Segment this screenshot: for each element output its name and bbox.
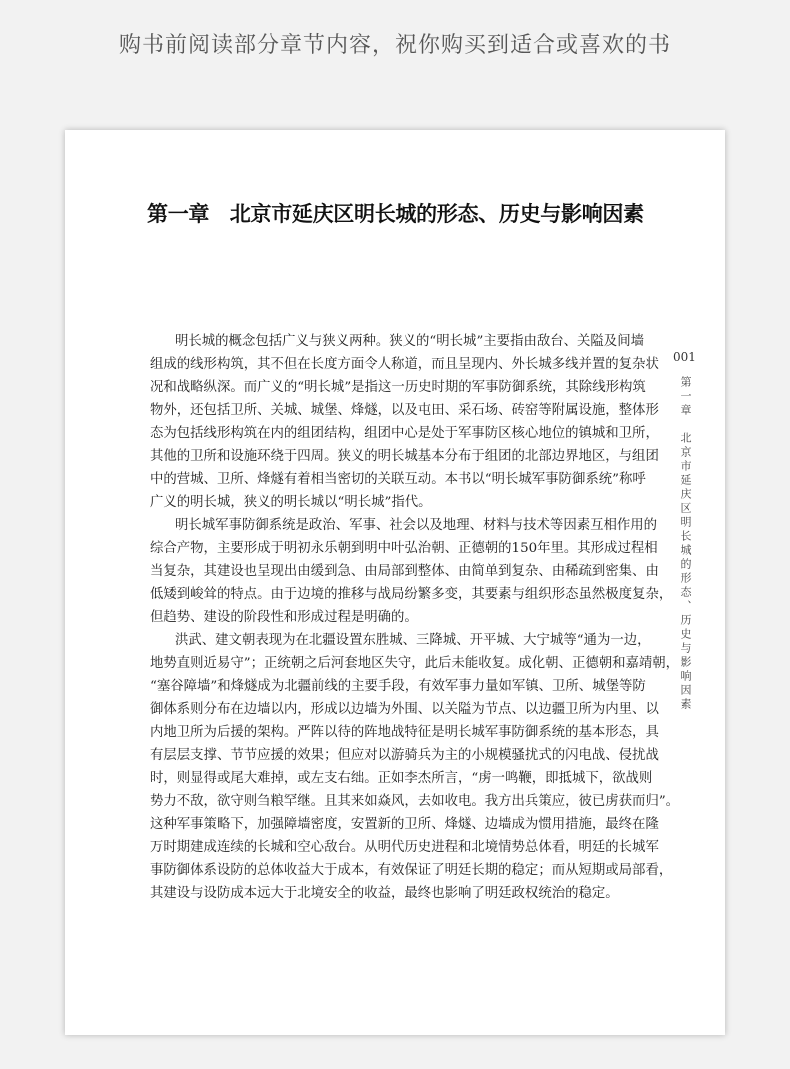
paragraph-line: 万时期建成连续的长城和空心敌台。从明代历史进程和北境情势总体看，明廷的长城军 bbox=[150, 840, 659, 855]
paragraph-line: 御体系则分布在边墙以内，形成以边墙为外围、以关隘为节点、以边疆卫所为内里、以 bbox=[150, 702, 659, 717]
paragraph-line: 内地卫所为后援的架构。严阵以待的阵地战特征是明长城军事防御系统的基本形态，具 bbox=[150, 725, 659, 740]
paragraph-line: 当复杂，其建设也呈现出由缓到急、由局部到整体、由简单到复杂、由稀疏到密集、由 bbox=[150, 564, 659, 579]
running-head: 第一章 北京市延庆区明长城的形态、历史与影响因素 bbox=[679, 376, 692, 712]
paragraph-line: 综合产物，主要形成于明初永乐朝到明中叶弘治朝、正德朝的150年里。其形成过程相 bbox=[150, 541, 658, 556]
paragraph-line: 明长城的概念包括广义与狭义两种。狭义的“明长城”主要指由敌台、关隘及间墙 bbox=[175, 334, 644, 349]
paragraph-line: 洪武、建文朝表现为在北疆设置东胜城、三降城、开平城、大宁城等“通为一边， bbox=[175, 633, 651, 648]
paragraph-line: 时，则显得或尾大难掉，或左支右绌。正如李杰所言，“虏一鸣鞭，即抵城下，欲战则 bbox=[150, 771, 653, 786]
paragraph-line: 组成的线形构筑，其不但在长度方面令人称道，而且呈现内、外长城多线并置的复杂状 bbox=[150, 357, 659, 372]
paragraph-line: 其建设与设防成本远大于北境安全的收益，最终也影响了明廷政权统治的稳定。 bbox=[150, 886, 619, 901]
paragraph-line: 势力不敌，欲守则刍粮罕继。且其来如焱风，去如收电。我方出兵策应，彼已虏获而归”。 bbox=[150, 794, 680, 809]
page-number: 001 bbox=[673, 350, 696, 364]
paragraph-line: 态为包括线形构筑在内的组团结构，组团中心是处于军事防区核心地位的镇城和卫所， bbox=[150, 426, 659, 441]
paragraph-line: 况和战略纵深。而广义的“明长城”是指这一历史时期的军事防御系统，其除线形构筑 bbox=[150, 380, 646, 395]
book-page bbox=[65, 130, 725, 1035]
paragraph-line: 低矮到峻耸的特点。由于边境的推移与战局纷繁多变，其要素与组织形态虽然极度复杂， bbox=[150, 587, 673, 602]
paragraph-line: 但趋势、建设的阶段性和形成过程是明确的。 bbox=[150, 610, 418, 625]
paragraph-line: 物外，还包括卫所、关城、城堡、烽燧，以及屯田、采石场、砖窑等附属设施，整体形 bbox=[150, 403, 659, 418]
paragraph-line: 地势直则近易守”；正统朝之后河套地区失守，此后未能收复。成化朝、正德朝和嘉靖朝， bbox=[150, 656, 680, 671]
paragraph-line: “塞谷障墙”和烽燧成为北疆前线的主要手段，有效军事力量如军镇、卫所、城堡等防 bbox=[150, 679, 646, 694]
paragraph-line: 明长城军事防御系统是政治、军事、社会以及地理、材料与技术等因素互相作用的 bbox=[175, 518, 658, 533]
paragraph-line: 这种军事策略下，加强障墙密度，安置新的卫所、烽燧、边墙成为惯用措施，最终在隆 bbox=[150, 817, 659, 832]
chapter-body bbox=[150, 330, 680, 905]
paragraph-line: 其他的卫所和设施环绕于四周。狭义的明长城基本分布于组团的北部边界地区，与组团 bbox=[150, 449, 659, 464]
preview-banner: 购书前阅读部分章节内容，祝你购买到适合或喜欢的书 bbox=[118, 33, 671, 58]
chapter-title: 第一章 北京市延庆区明长城的形态、历史与影响因素 bbox=[147, 201, 644, 226]
paragraph-line: 广义的明长城，狭义的明长城以“明长城”指代。 bbox=[150, 495, 432, 510]
paragraph-line: 中的营城、卫所、烽燧有着相当密切的关联互动。本书以“明长城军事防御系统”称呼 bbox=[150, 472, 646, 487]
paragraph-line: 有层层支撑、节节应援的效果；但应对以游骑兵为主的小规模骚扰式的闪电战、侵扰战 bbox=[150, 748, 659, 763]
paragraph-line: 事防御体系设防的总体收益大于成本，有效保证了明廷长期的稳定；而从短期或局部看， bbox=[150, 863, 673, 878]
